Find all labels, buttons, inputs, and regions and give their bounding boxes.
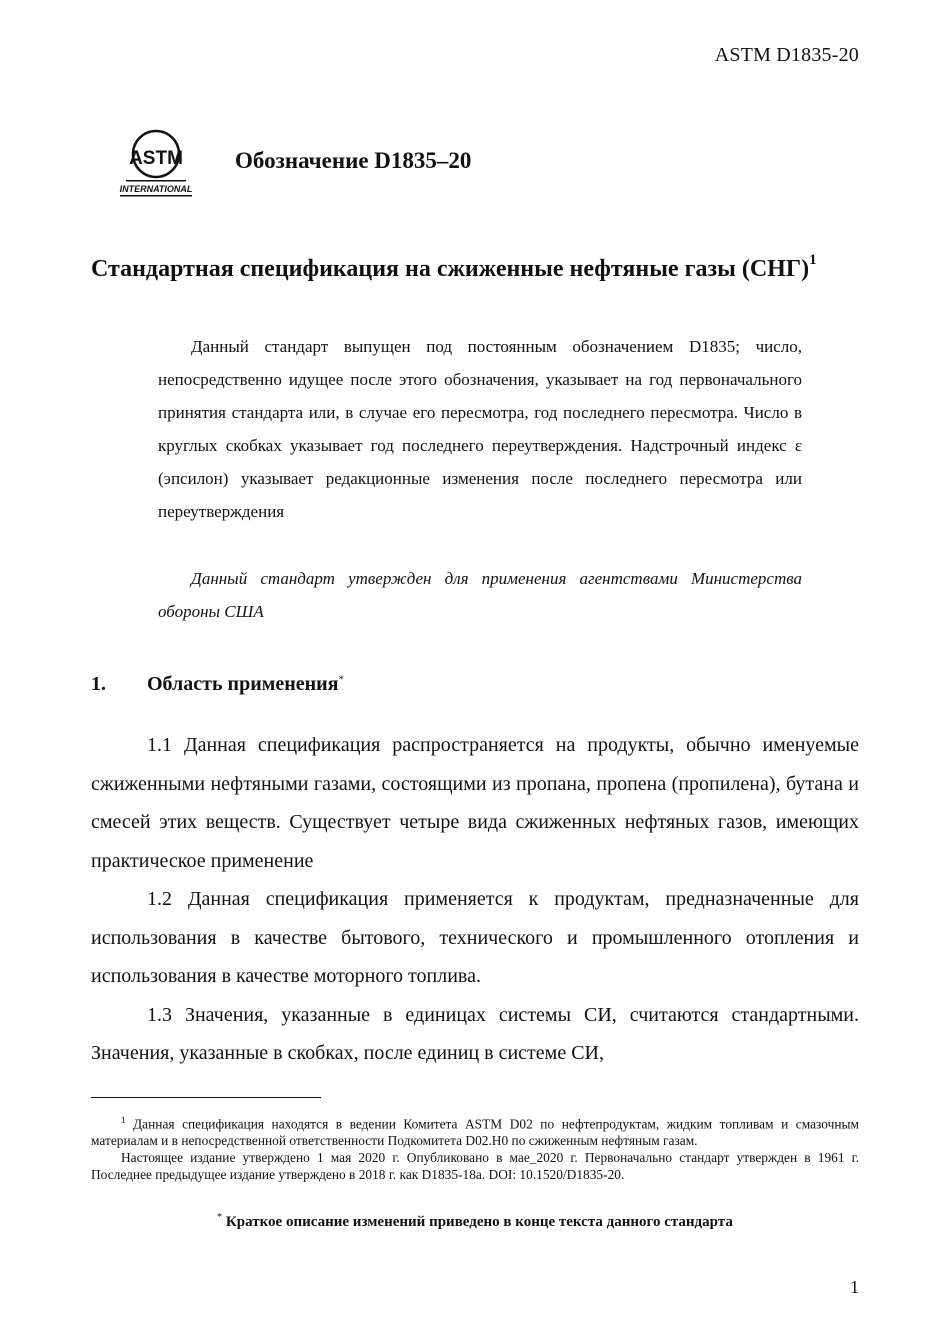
section-marker: * (338, 673, 344, 686)
footnote-1 (91, 1112, 859, 1149)
paragraph-1-1: 1.1 Данная спецификация распространяется на продукты, обычно именуемые сжиженными нефтяными газами, состоящими из пропана, пропена (пропилена), бутана и смесей этих веществ. Существует четыре вида сжиженных нефтяных газов, имеющих практическое применение (91, 734, 859, 872)
dod-notice-text: Данный стандарт утвержден для применения агентствами Министерства обороны США (158, 569, 802, 621)
footnote-1-marker: 1 (121, 1115, 126, 1125)
footnote-star (91, 1212, 859, 1231)
standard-notice (158, 330, 802, 528)
title-text: Стандартная спецификация на сжиженные нефтяные газы (СНГ) (91, 256, 810, 282)
document-code: ASTM D1835-20 (714, 44, 859, 66)
page-number: 1 (850, 1277, 859, 1297)
astm-logo (116, 126, 196, 198)
section-heading (91, 673, 344, 696)
paragraph-1-2: 1.2 Данная спецификация применяется к продуктам, предназначенные для использования в качестве бытового, технического и промышленного отопления и использования в качестве моторного топлива. (91, 888, 859, 987)
notice-text: Данный стандарт выпущен под постоянным обозначением D1835; число, непосредственно идущее после этого обозначения, указывает на год первоначального принятия стандарта или, в случае его пересмотра, год последнего пересмотра. Число в круглых скобках указывает год последнего переутверждения. Надстрочный индекс ε (эпсилон) указывает редакционные изменения после последнего пересмотра или переутверждения (158, 337, 802, 521)
dod-notice (158, 562, 802, 628)
footnote-divider (91, 1097, 321, 1098)
paragraph-1-3: 1.3 Значения, указанные в единицах системы СИ, считаются стандартными. Значения, указанные в скобках, после единиц в системе СИ, (91, 1003, 859, 1064)
document-title (91, 252, 861, 283)
section-number: 1. (91, 673, 106, 695)
footnote-1-text: Данная спецификация находятся в ведении Комитета ASTM D02 по нефтепродуктам, жидким топливам и смазочным материалам и в непосредственной ответственности Подкомитета D02.H0 по сжиженным нефтяным газам. (91, 1116, 859, 1149)
title-footnote-marker: 1 (809, 252, 817, 268)
svg-text:ASTM: ASTM (129, 148, 183, 169)
footnote-star-text: Краткое описание изменений приведено в конце текста данного стандарта (225, 1214, 733, 1230)
svg-text:INTERNATIONAL: INTERNATIONAL (119, 184, 193, 194)
footnote-star-marker: * (217, 1212, 223, 1223)
footnotes (91, 1112, 859, 1183)
designation-heading: Обозначение D1835–20 (235, 148, 472, 173)
section-title: Область применения (147, 673, 339, 695)
section-body (91, 726, 859, 1073)
footnote-1-edition: Настоящее издание утверждено 1 мая 2020 г. Опубликовано в мае_2020 г. Первоначально стандарт утвержден в 1961 г. Последнее предыдущее издание утверждено в 2018 г. как D1835-18a. DOI: 10.1520/D1835-20. (91, 1150, 859, 1183)
